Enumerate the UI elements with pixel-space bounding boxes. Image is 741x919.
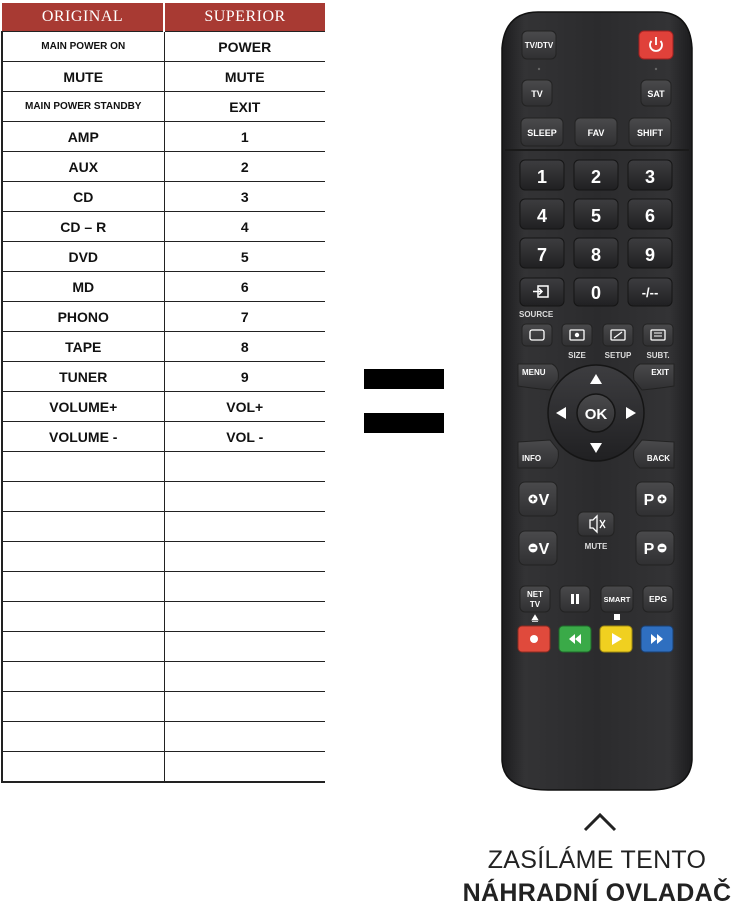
column-header-original: ORIGINAL — [2, 3, 164, 32]
table-cell-original: CD — [2, 182, 164, 212]
table-cell-superior: 1 — [164, 122, 325, 152]
green-rewind-button[interactable] — [559, 626, 591, 652]
exit-button[interactable] — [634, 364, 674, 390]
vol-up-label: V — [538, 492, 550, 509]
digit-5-button[interactable] — [574, 199, 618, 229]
red-record-button[interactable] — [518, 626, 550, 652]
yellow-play-button[interactable] — [600, 626, 632, 652]
ok-button[interactable] — [577, 394, 615, 432]
sleep-label: SLEEP — [527, 128, 557, 138]
vol-down-label: V — [538, 541, 550, 558]
caption-line-1: ZASÍLÁME TENTO — [487, 846, 707, 874]
digit-8-button[interactable] — [574, 238, 618, 268]
size-label: SIZE — [568, 351, 586, 360]
blue-fast-forward-button[interactable] — [641, 626, 673, 652]
mute-label: MUTE — [584, 542, 608, 551]
smart-label: SMART — [603, 595, 631, 604]
setup-label: SETUP — [604, 351, 632, 360]
table-cell-original: VOLUME - — [2, 422, 164, 452]
back-button[interactable] — [634, 440, 674, 468]
pause-button[interactable] — [560, 586, 590, 612]
smart-button[interactable] — [601, 586, 633, 612]
info-label: INFO — [522, 454, 542, 463]
mute-button[interactable] — [578, 512, 614, 536]
table-cell-original: AMP — [2, 122, 164, 152]
digit-3-button[interactable] — [628, 160, 672, 190]
table-cell-superior: 4 — [164, 212, 325, 242]
indicator-dot — [655, 68, 657, 70]
net-tv-button[interactable] — [520, 586, 550, 612]
digit-2-label: 2 — [590, 167, 602, 187]
volume-down-button[interactable] — [519, 531, 557, 565]
table-cell-superior: EXIT — [164, 92, 325, 122]
fav-label: FAV — [587, 128, 605, 138]
tvdtv-label: TV/DTV — [524, 41, 554, 50]
ok-label: OK — [584, 406, 608, 423]
digit-2-button[interactable] — [574, 160, 618, 190]
prog-up-label: P — [643, 492, 655, 509]
indicator-dot — [538, 68, 540, 70]
table-cell-original: VOLUME+ — [2, 392, 164, 422]
exit-label: EXIT — [651, 368, 669, 377]
table-cell-original: MAIN POWER STANDBY — [2, 92, 164, 122]
digit-7-button[interactable] — [520, 238, 564, 268]
digit-4-button[interactable] — [520, 199, 564, 229]
digit-1-label: 1 — [536, 167, 548, 187]
digit-7-label: 7 — [536, 245, 548, 265]
table-cell-original: CD – R — [2, 212, 164, 242]
table-cell-superior: 5 — [164, 242, 325, 272]
digit-4-label: 4 — [536, 206, 548, 226]
epg-label: EPG — [649, 594, 667, 604]
digit-5-label: 5 — [590, 206, 602, 226]
sat-label: SAT — [647, 89, 665, 99]
program-up-button[interactable] — [636, 482, 674, 516]
size-button[interactable] — [562, 324, 592, 346]
digit-6-label: 6 — [644, 206, 656, 226]
shift-label: SHIFT — [637, 128, 663, 138]
menu-label: MENU — [522, 368, 546, 377]
subtitle-button[interactable] — [643, 324, 673, 346]
digit-6-button[interactable] — [628, 199, 672, 229]
digit-0-button[interactable] — [574, 278, 618, 306]
table-cell-original: DVD — [2, 242, 164, 272]
tv-label: TV — [531, 89, 543, 99]
table-cell-original: TUNER — [2, 362, 164, 392]
table-cell-superior: POWER — [164, 32, 325, 62]
source-button[interactable] — [520, 278, 564, 306]
column-header-superior: SUPERIOR — [164, 3, 325, 32]
setup-button[interactable] — [603, 324, 633, 346]
tvdtv-button[interactable] — [522, 31, 556, 59]
table-cell-superior: 8 — [164, 332, 325, 362]
table-cell-original: MD — [2, 272, 164, 302]
table-cell-original: TAPE — [2, 332, 164, 362]
table-cell-original: MUTE — [2, 62, 164, 92]
source-label: SOURCE — [519, 310, 554, 319]
fav-button[interactable] — [575, 118, 617, 146]
caption-line-2: NÁHRADNÍ OVLADAČ — [462, 879, 732, 907]
table-cell-superior: VOL - — [164, 422, 325, 452]
record-icon — [530, 635, 538, 643]
dash-label: -/-- — [641, 285, 659, 300]
stop-icon — [614, 614, 620, 620]
sleep-button[interactable] — [521, 118, 563, 146]
net-label: NET — [527, 590, 543, 599]
back-label: BACK — [646, 454, 670, 463]
table-cell-superior: MUTE — [164, 62, 325, 92]
digit-9-button[interactable] — [628, 238, 672, 268]
program-down-button[interactable] — [636, 531, 674, 565]
dash-button[interactable] — [628, 278, 672, 306]
shift-button[interactable] — [629, 118, 671, 146]
digit-3-label: 3 — [644, 167, 656, 187]
digit-8-label: 8 — [590, 245, 602, 265]
digit-9-label: 9 — [644, 245, 656, 265]
info-button[interactable] — [518, 440, 558, 468]
caret-up-icon — [582, 810, 618, 832]
sat-button[interactable] — [641, 80, 671, 106]
table-cell-superior: 3 — [164, 182, 325, 212]
table-cell-superior: 6 — [164, 272, 325, 302]
table-cell-original: PHONO — [2, 302, 164, 332]
menu-button[interactable] — [518, 364, 558, 390]
digit-0-label: 0 — [590, 283, 602, 303]
subt-label: SUBT. — [646, 351, 670, 360]
epg-button[interactable] — [643, 586, 673, 612]
direction-pad — [548, 365, 644, 461]
volume-up-button[interactable] — [519, 482, 557, 516]
table-cell-superior: 9 — [164, 362, 325, 392]
net-tv-label: TV — [529, 600, 541, 609]
table-cell-superior: 7 — [164, 302, 325, 332]
table-cell-superior: 2 — [164, 152, 325, 182]
digit-1-button[interactable] — [520, 160, 564, 190]
table-cell-superior: VOL+ — [164, 392, 325, 422]
power-button[interactable] — [639, 31, 673, 59]
picture-mode-button[interactable] — [522, 324, 552, 346]
tv-button[interactable] — [522, 80, 552, 106]
prog-down-label: P — [643, 541, 655, 558]
table-cell-original: MAIN POWER ON — [2, 32, 164, 62]
table-cell-original: AUX — [2, 152, 164, 182]
